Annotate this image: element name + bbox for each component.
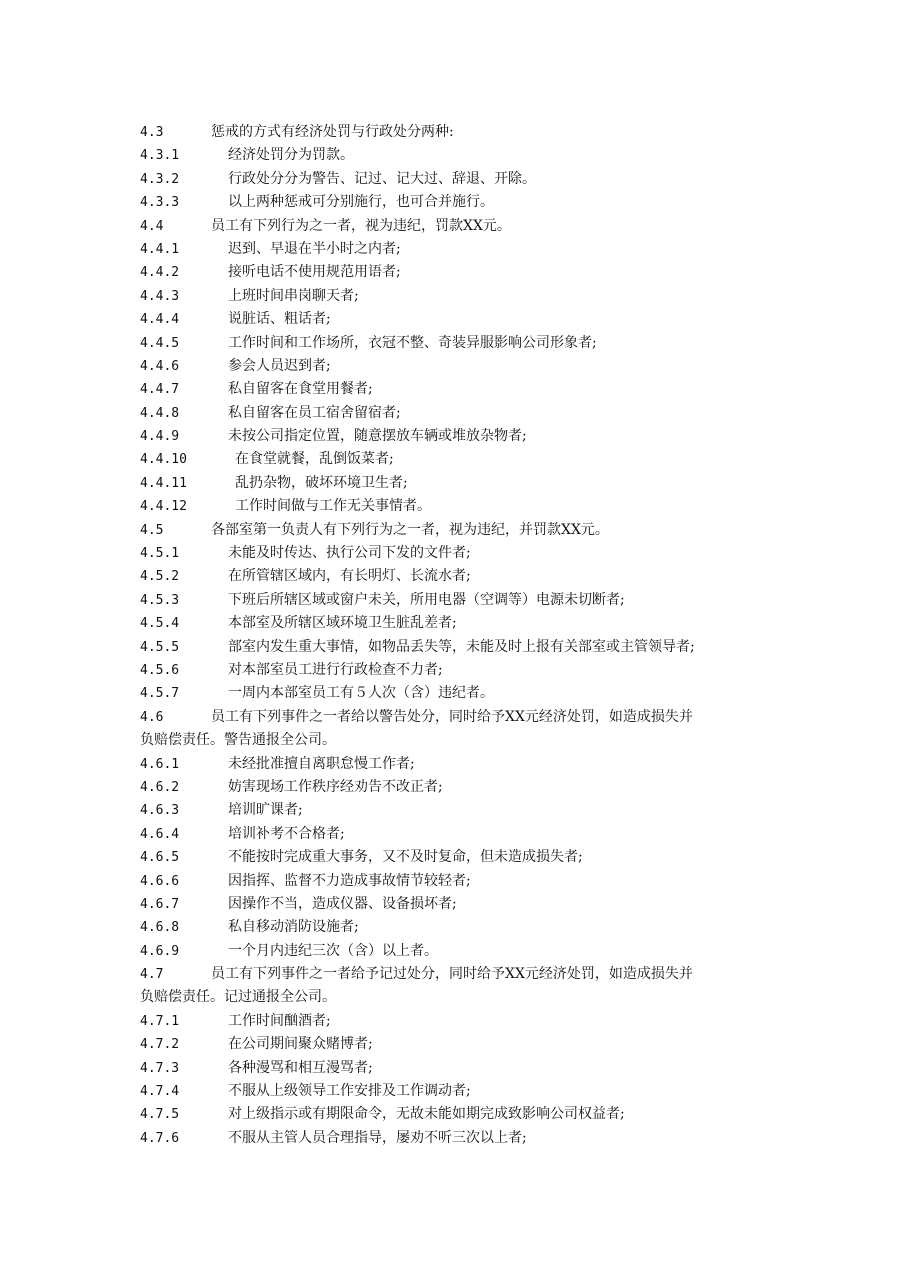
clause-text: 在所管辖区域内，有长明灯、长流水者; — [228, 568, 471, 585]
clause-text: 未能及时传达、执行公司下发的文件者; — [228, 545, 471, 562]
clause-line — [140, 168, 780, 191]
clause-line — [140, 1127, 780, 1150]
clause-number: 4.5.3 — [140, 592, 180, 608]
clause-number: 4.7.4 — [140, 1084, 180, 1100]
clause-number: 4.5.7 — [140, 686, 180, 702]
clause-line — [140, 238, 780, 261]
clause-number: 4.7 — [140, 967, 164, 983]
clause-number: 4.5.4 — [140, 616, 180, 632]
clause-text: 私自留客在食堂用餐者; — [228, 381, 373, 398]
clause-number: 4.6.8 — [140, 920, 180, 936]
clause-text: 一周内本部室员工有５人次（含）违纪者。 — [228, 685, 494, 702]
clause-line — [140, 425, 780, 448]
clause-text: 参会人员迟到者; — [228, 357, 331, 374]
clause-line — [140, 565, 780, 588]
clause-text: 未经批准擅自离职怠慢工作者; — [228, 755, 415, 772]
clause-number: 4.7.3 — [140, 1060, 180, 1076]
clause-number: 4.7.6 — [140, 1130, 180, 1146]
clause-line — [140, 285, 780, 308]
clause-text: 私自留客在员工宿舍留宿者; — [228, 404, 401, 421]
clause-number: 4.4.12 — [140, 499, 187, 515]
clause-line — [140, 542, 780, 565]
clause-number: 4.4.10 — [140, 452, 187, 468]
clause-line — [140, 1010, 780, 1033]
clause-text: 经济处罚分为罚款。 — [228, 147, 354, 164]
clause-number: 4.5.6 — [140, 662, 180, 678]
clause-line — [140, 823, 780, 846]
clause-text: 不服从上级领导工作安排及工作调动者; — [228, 1083, 471, 1100]
clause-text: 在公司期间聚众赌博者; — [228, 1036, 373, 1053]
clause-text: 工作时间酗酒者; — [228, 1012, 331, 1029]
section-heading — [140, 519, 780, 542]
clause-text: 不服从主管人员合理指导，屡劝不听三次以上者; — [228, 1129, 527, 1146]
clause-number: 4.7.1 — [140, 1013, 180, 1029]
clause-number: 4.4.8 — [140, 405, 180, 421]
clause-text: 对本部室员工进行行政检查不力者; — [228, 661, 443, 678]
clause-number: 4.5.2 — [140, 569, 180, 585]
clause-line — [140, 1033, 780, 1056]
clause-text: 行政处分分为警告、记过、记大过、辞退、开除。 — [228, 170, 536, 187]
clause-number: 4.4.11 — [140, 475, 187, 491]
clause-text: 培训旷课者; — [228, 802, 303, 819]
clause-text: 因指挥、监督不力造成事故情节较轻者; — [228, 872, 471, 889]
clause-continuation: 负赔偿责任。记过通报全公司。 — [140, 989, 336, 1006]
clause-text: 上班时间串岗聊天者; — [228, 287, 359, 304]
clause-number: 4.6.9 — [140, 943, 180, 959]
clause-line — [140, 682, 780, 705]
clause-line — [140, 893, 780, 916]
clause-line — [140, 940, 780, 963]
clause-text: 部室内发生重大事情，如物品丢失等，未能及时上报有关部室或主管领导者; — [228, 638, 695, 655]
clause-text: 各部室第一负责人有下列行为之一者，视为违纪，并罚款XX元。 — [211, 521, 609, 538]
clause-text: 在食堂就餐，乱倒饭菜者; — [235, 451, 394, 468]
clause-text: 未按公司指定位置，随意摆放车辆或堆放杂物者; — [228, 428, 527, 445]
clause-number: 4.4 — [140, 218, 164, 234]
clause-number: 4.6.2 — [140, 779, 180, 795]
clause-line — [140, 799, 780, 822]
clause-line — [140, 448, 780, 471]
clause-text: 说脏话、粗话者; — [228, 311, 331, 328]
clause-line — [140, 1080, 780, 1103]
section-heading — [140, 706, 780, 729]
clause-number: 4.4.2 — [140, 265, 180, 281]
clause-line — [140, 472, 780, 495]
clause-number: 4.4.4 — [140, 312, 180, 328]
clause-text: 妨害现场工作秩序经劝告不改正者; — [228, 778, 443, 795]
clause-text: 下班后所辖区域或窗户未关，所用电器（空调等）电源未切断者; — [228, 591, 625, 608]
clause-text: 员工有下列事件之一者给予记过处分，同时给予XX元经济处罚，如造成损失并 — [211, 966, 693, 983]
clause-line — [140, 355, 780, 378]
clause-line — [140, 144, 780, 167]
clause-line — [140, 636, 780, 659]
clause-text: 培训补考不合格者; — [228, 825, 345, 842]
clause-line — [140, 589, 780, 612]
clause-line — [140, 402, 780, 425]
clause-line — [140, 846, 780, 869]
clause-number: 4.6.5 — [140, 850, 180, 866]
clause-number: 4.4.7 — [140, 382, 180, 398]
clause-number: 4.4.9 — [140, 429, 180, 445]
clause-line — [140, 308, 780, 331]
section-heading — [140, 963, 780, 986]
document-body — [140, 121, 780, 1150]
clause-text: 工作时间和工作场所，衣冠不整、奇装异服影响公司形象者; — [228, 334, 597, 351]
clause-text: 员工有下列行为之一者，视为违纪，罚款XX元。 — [211, 217, 511, 234]
clause-number: 4.7.2 — [140, 1037, 180, 1053]
clause-number: 4.3 — [140, 125, 164, 140]
clause-number: 4.3.1 — [140, 148, 180, 164]
clause-number: 4.6 — [140, 709, 164, 725]
clause-number: 4.4.6 — [140, 358, 180, 374]
clause-text: 迟到、早退在半小时之内者; — [228, 240, 401, 257]
clause-line — [140, 1103, 780, 1126]
clause-number: 4.4.3 — [140, 288, 180, 304]
clause-number: 4.5.1 — [140, 546, 180, 562]
clause-text: 对上级指示或有期限命令，无故未能如期完成致影响公司权益者; — [228, 1106, 625, 1123]
clause-line — [140, 332, 780, 355]
clause-number: 4.6.6 — [140, 873, 180, 889]
clause-text: 乱扔杂物，破坏环境卫生者; — [235, 474, 408, 491]
clause-line — [140, 612, 780, 635]
clause-text: 本部室及所辖区域环境卫生脏乱差者; — [228, 615, 457, 632]
clause-number: 4.4.5 — [140, 335, 180, 351]
clause-text: 一个月内违纪三次（含）以上者。 — [228, 942, 438, 959]
clause-number: 4.7.5 — [140, 1107, 180, 1123]
clause-line — [140, 1057, 780, 1080]
clause-text: 各种漫骂和相互漫骂者; — [228, 1059, 373, 1076]
clause-number: 4.6.4 — [140, 826, 180, 842]
clause-line — [140, 378, 780, 401]
clause-text: 工作时间做与工作无关事情者。 — [235, 498, 431, 515]
clause-text: 私自移动消防设施者; — [228, 919, 359, 936]
clause-number: 4.3.2 — [140, 171, 180, 187]
section-heading — [140, 215, 780, 238]
clause-text: 员工有下列事件之一者给以警告处分，同时给予XX元经济处罚，如造成损失并 — [211, 708, 693, 725]
clause-number: 4.6.1 — [140, 756, 180, 772]
clause-text: 惩戒的方式有经济处罚与行政处分两种: — [211, 124, 454, 140]
clause-text: 以上两种惩戒可分别施行，也可合并施行。 — [228, 194, 494, 211]
clause-line — [140, 870, 780, 893]
clause-number: 4.5.5 — [140, 639, 180, 655]
section-heading — [140, 121, 780, 144]
clause-number: 4.6.7 — [140, 896, 180, 912]
clause-number: 4.6.3 — [140, 803, 180, 819]
clause-continuation: 负赔偿责任。警告通报全公司。 — [140, 732, 336, 749]
clause-line — [140, 495, 780, 518]
clause-text: 不能按时完成重大事务，又不及时复命，但未造成损失者; — [228, 849, 583, 866]
clause-line — [140, 261, 780, 284]
clause-number: 4.5 — [140, 522, 164, 538]
clause-line — [140, 753, 780, 776]
clause-text: 接听电话不使用规范用语者; — [228, 264, 401, 281]
clause-line — [140, 776, 780, 799]
clause-number: 4.4.1 — [140, 241, 180, 257]
clause-text: 因操作不当，造成仪器、设备损坏者; — [228, 895, 457, 912]
clause-line — [140, 916, 780, 939]
clause-line — [140, 659, 780, 682]
clause-number: 4.3.3 — [140, 195, 180, 211]
clause-line — [140, 191, 780, 214]
